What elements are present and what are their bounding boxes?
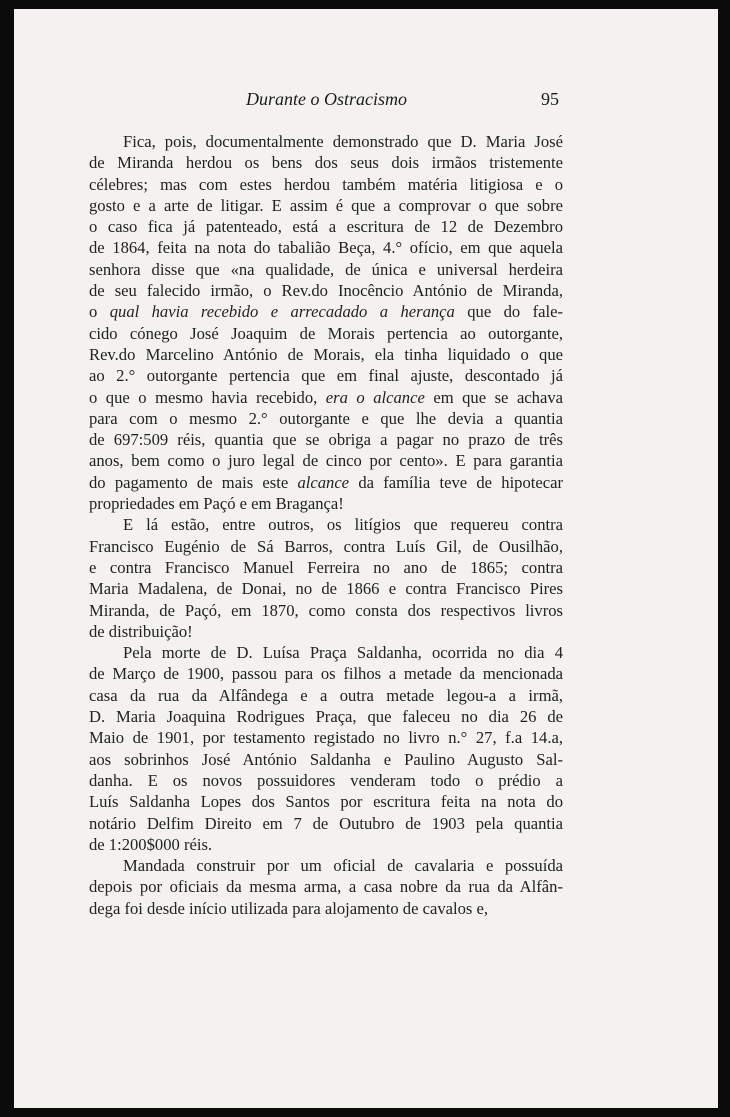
text-line [89, 834, 563, 855]
text-line [89, 898, 563, 919]
text-run: o que o mesmo havia recebido, [89, 387, 326, 407]
text-run: de distribuição! [89, 621, 193, 641]
text-run: Rev.do Marcelino António de Morais, ela tinha liquidado o que [89, 344, 563, 364]
text-run: de 697:509 réis, quantia que se obriga a pagar no prazo de três [89, 430, 563, 450]
italic-phrase: era o alcance [325, 387, 425, 407]
text-run: que do fale- [454, 302, 564, 322]
text-line [89, 791, 563, 812]
text-run: aos sobrinhos José António Saldanha e Paulino Augusto Sal- [89, 749, 563, 769]
text-run: para com o mesmo 2.° outorgante e que lhe devia a quantia [89, 408, 563, 428]
text-run: de 1:200$000 réis. [89, 834, 213, 854]
text-line [89, 685, 563, 706]
text-line [89, 727, 563, 748]
text-line [89, 642, 563, 663]
text-line [89, 429, 563, 450]
italic-phrase: alcance [297, 472, 350, 492]
text-run: Miranda, de Paçó, em 1870, como consta dos respectivos livros [89, 600, 563, 620]
text-line [89, 323, 563, 344]
text-line [89, 259, 563, 280]
text-run: de Miranda herdou os bens dos seus dois irmãos tristemente [89, 153, 563, 173]
text-line [89, 876, 563, 897]
text-run: célebres; mas com estes herdou também matéria litigiosa e o [89, 174, 563, 194]
text-line [89, 472, 563, 493]
text-line [89, 770, 563, 791]
text-run: da família teve de hipotecar [349, 472, 564, 492]
text-run: o [89, 302, 110, 322]
text-run: Maria Madalena, de Donai, no de 1866 e contra Francisco Pires [89, 579, 563, 599]
text-line [89, 621, 563, 642]
text-line [89, 493, 563, 514]
text-run: anos, bem como o juro legal de cinco por cento». E para garantia [89, 451, 563, 471]
page-number: 95 [541, 89, 559, 109]
running-title: Durante o Ostracismo [246, 89, 407, 109]
text-line [89, 408, 563, 429]
text-run: Mandada construir por um oficial de cavalaria e possuída [123, 856, 563, 876]
text-run: de seu falecido irmão, o Rev.do Inocêncio António de Miranda, [89, 281, 563, 301]
text-line [89, 152, 563, 173]
text-run: Fica, pois, documentalmente demonstrado que D. Maria José [123, 132, 563, 151]
text-run: propriedades em Paçó e em Bragança! [89, 494, 344, 514]
text-run: notário Delfim Direito em 7 de Outubro de 1903 pela quantia [89, 813, 563, 833]
text-line [89, 600, 563, 621]
text-line [89, 131, 563, 152]
text-line [89, 855, 563, 876]
text-line [89, 536, 563, 557]
text-line [89, 195, 563, 216]
text-run: cido cónego José Joaquim de Morais pertencia ao outorgante, [89, 323, 563, 343]
text-run: em que se achava [424, 387, 563, 407]
text-line [89, 344, 563, 365]
text-line [89, 706, 563, 727]
text-line [89, 365, 563, 386]
text-run: D. Maria Joaquina Rodrigues Praça, que faleceu no dia 26 de [89, 707, 563, 727]
text-run: de Março de 1900, passou para os filhos a metade da mencionada [89, 664, 563, 684]
text-line [89, 813, 563, 834]
text-line [89, 578, 563, 599]
text-run: danha. E os novos possuidores venderam todo o prédio a [89, 770, 563, 790]
italic-phrase: qual havia recebido e arrecadado a herança [109, 302, 455, 322]
text-run: Pela morte de D. Luísa Praça Saldanha, ocorrida no dia 4 [123, 643, 563, 663]
text-run: E lá estão, entre outros, os litígios que requereu contra [123, 515, 563, 535]
text-line [89, 237, 563, 258]
text-run: o caso fica já patenteado, está a escritura de 12 de Dezembro [89, 217, 563, 237]
paragraph [89, 642, 563, 855]
text-line [89, 280, 563, 301]
text-run: Francisco Eugénio de Sá Barros, contra Luís Gil, de Ousilhão, [89, 536, 563, 556]
text-run: dega foi desde início utilizada para alojamento de cavalos e, [89, 898, 489, 918]
text-run: gosto e a arte de litigar. E assim é que a comprovar o que sobre [89, 195, 563, 215]
text-line [89, 514, 563, 535]
text-run: ao 2.° outorgante pertencia que em final ajuste, descontado já [89, 366, 563, 386]
text-run: do pagamento de mais este [89, 472, 298, 492]
text-run: e contra Francisco Manuel Ferreira no ano de 1865; contra [89, 557, 563, 577]
paragraph [89, 514, 563, 642]
paragraph [89, 131, 563, 514]
text-line [89, 749, 563, 770]
text-line [89, 216, 563, 237]
paragraph [89, 855, 563, 919]
text-run: de 1864, feita na nota do tabalião Beça, 4.° ofício, em que aquela [89, 238, 563, 258]
text-run: casa da rua da Alfândega e a outra metade legou-a a irmã, [89, 685, 563, 705]
text-run: Luís Saldanha Lopes dos Santos por escritura feita na nota do [89, 792, 563, 812]
text-line [89, 301, 563, 322]
text-run: Maio de 1901, por testamento registado no livro n.° 27, f.a 14.a, [89, 728, 563, 748]
body-text [89, 131, 563, 919]
text-line [89, 450, 563, 471]
text-line [89, 387, 563, 408]
text-line [89, 557, 563, 578]
text-line [89, 174, 563, 195]
text-run: senhora disse que «na qualidade, de única e universal herdeira [89, 259, 563, 279]
text-run: depois por oficiais da mesma arma, a casa nobre da rua da Alfân- [89, 877, 563, 897]
text-line [89, 663, 563, 684]
book-page [14, 9, 718, 1108]
